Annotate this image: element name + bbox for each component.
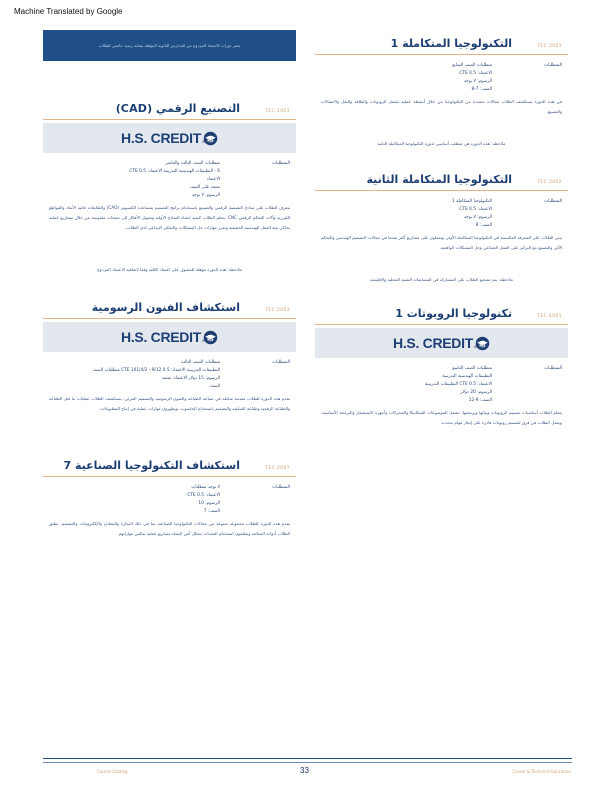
course-details bbox=[43, 153, 296, 199]
machine-translation-watermark: Machine Translated by Google bbox=[14, 7, 123, 16]
course-divider bbox=[43, 318, 296, 319]
detail-label: المتطلبات bbox=[544, 365, 562, 371]
banner-text: تعتبر دورات الاعتماد المزدوج من المدارس الثانوية المؤهلة بمثابة رصيد جامعي للطلاب bbox=[98, 43, 241, 48]
hs-credit-note: اعتماد bbox=[203, 331, 214, 336]
detail-row bbox=[49, 483, 290, 491]
detail-value: الصف bbox=[209, 383, 220, 389]
course-code: TEC 2003 bbox=[265, 308, 290, 313]
detail-value: لا توجد متطلبات bbox=[191, 484, 220, 490]
hs-credit-note: اختياري bbox=[201, 337, 214, 342]
detail-row bbox=[49, 191, 290, 199]
detail-row bbox=[49, 366, 290, 374]
detail-label: المتطلبات bbox=[544, 62, 562, 68]
course-code: TEC 3001 bbox=[537, 44, 562, 49]
detail-value: التطبيقات الهندسية التدريبية bbox=[442, 373, 492, 379]
course-code: TEC 3002 bbox=[537, 180, 562, 185]
course-details bbox=[315, 191, 568, 229]
course-details bbox=[43, 477, 296, 515]
detail-label: المتطلبات bbox=[272, 160, 290, 166]
detail-label: المتطلبات bbox=[272, 359, 290, 365]
course-description: تقدم هذه الدورة للطلاب مجموعة متنوعة من مجالات التكنولوجيا الصناعية بما في ذلك النجارة والمعادن والإلكترونيات والتصميم. يطبق الطلاب أدوات السلامة ويتعلمون استخدام المعدات بشكل آمن لإنشاء مشاريع عملية تعكس مهاراتهم. bbox=[49, 521, 290, 536]
hs-credit-box bbox=[315, 328, 568, 358]
detail-row bbox=[321, 213, 562, 221]
course-header bbox=[43, 454, 296, 476]
left-column bbox=[43, 30, 296, 551]
detail-row bbox=[49, 491, 290, 499]
course-block bbox=[43, 97, 296, 272]
course-title: تكنولوجيا الروبوتات 1 bbox=[395, 307, 512, 320]
course-description: يتعلم الطلاب أساسيات تصميم الروبوتات وبنائها وبرمجتها. تشمل الموضوعات الميكانيكا والمحركات وأجهزة الاستشعار والبرمجة الأساسية، ويعمل الطلاب في فرق لتصميم روبوتات قادرة على إنجاز مهام محددة. bbox=[321, 410, 562, 425]
course-header bbox=[43, 296, 296, 318]
detail-row bbox=[321, 364, 562, 372]
hs-credit-note: اعتماد bbox=[475, 337, 486, 342]
hs-credit-label: H.S. CREDIT bbox=[121, 130, 201, 146]
detail-row bbox=[321, 197, 562, 205]
course-title: التكنولوجيا المتكاملة الثانية bbox=[366, 173, 512, 186]
course-block bbox=[315, 32, 568, 146]
course-header bbox=[315, 32, 568, 54]
detail-value: الاعتماد: 0.5 CTE bbox=[459, 70, 492, 76]
detail-row bbox=[321, 388, 562, 396]
course-block bbox=[315, 168, 568, 282]
hs-credit-notes bbox=[202, 132, 214, 144]
detail-row bbox=[49, 507, 290, 515]
detail-row bbox=[321, 85, 562, 93]
detail-value: التطبيقات التدريبية الاعتماد: 0.5 CTE 101/4/2 - 9/12 متطلبات الصف bbox=[92, 367, 220, 373]
detail-value: الاعتماد: 0.5 CTE التطبيقات التدريبية bbox=[425, 381, 492, 387]
right-course-list bbox=[315, 32, 568, 450]
course-header bbox=[315, 302, 568, 324]
course-divider bbox=[315, 324, 568, 325]
hs-credit-box bbox=[43, 322, 296, 352]
course-details bbox=[315, 358, 568, 404]
detail-row bbox=[49, 183, 290, 191]
detail-value: الاعتماد: 0.5 CTE bbox=[459, 206, 492, 212]
detail-value: الاعتماد: 0.5 CTE bbox=[187, 492, 220, 498]
footer-rule bbox=[43, 758, 572, 759]
course-note: ملاحظة: هذه الدورة هي متطلب أساسي لدورة التكنولوجيا المتكاملة الثانية bbox=[377, 141, 506, 146]
detail-value: الصف: 8 bbox=[475, 222, 492, 228]
detail-value: متطلبات الصف السابع bbox=[452, 62, 492, 68]
hs-credit-note: اعتماد bbox=[203, 132, 214, 137]
detail-value: الرسوم: 10 bbox=[198, 500, 220, 506]
course-header bbox=[43, 97, 296, 119]
course-block bbox=[43, 454, 296, 551]
right-column bbox=[315, 30, 568, 450]
course-title: استكشاف التكنولوجيا الصناعية 7 bbox=[63, 459, 240, 472]
course-description: يتعرف الطلاب على مبادئ التصميم الرقمي والتصنيع باستخدام برامج التصميم بمساعدة الكمبيوتر (CAD) والطابعات ثلاثية الأبعاد والقواطع الليزرية وآلات التحكم الرقمي CNC. يتعلم الطلاب كيفية إنشاء النماذج الأولية وتحويل الأفكار إلى منتجات ملموسة من خلال مشاريع عملية تحاكي بيئة العمل الهندسية الحقيقية وتعزز مهارات حل المشكلات والتفكير الإبداعي لدى الطلاب. bbox=[49, 205, 291, 230]
course-title: التكنولوجيا المتكاملة 1 bbox=[390, 37, 512, 50]
course-title: التصنيع الرقمي (CAD) bbox=[115, 102, 240, 115]
detail-row bbox=[321, 69, 562, 77]
course-block bbox=[315, 302, 568, 450]
detail-label: المتطلبات bbox=[272, 484, 290, 490]
course-description: يبني الطلاب على المعرفة المكتسبة في التكنولوجيا المتكاملة الأولى ويعملون على مشاريع أكثر تقدما في مجالات التصميم الهندسي والتحكم الآلي والتصنيع مع التركيز على العمل الجماعي وحل المشكلات الواقعية. bbox=[321, 235, 562, 250]
detail-value: متطلبات الصف الثالث bbox=[180, 359, 220, 365]
detail-row bbox=[321, 77, 562, 85]
hs-credit-note: اختياري bbox=[201, 138, 214, 143]
detail-value: التكنولوجيا المتكاملة 1 bbox=[452, 198, 492, 204]
hs-credit-box bbox=[43, 123, 296, 153]
detail-value: الصف: 7 bbox=[203, 508, 220, 514]
detail-value: الرسوم: لا يوجد bbox=[191, 192, 220, 198]
detail-row bbox=[49, 175, 290, 183]
course-divider bbox=[43, 119, 296, 120]
detail-row bbox=[321, 380, 562, 388]
course-header bbox=[315, 168, 568, 190]
course-block bbox=[43, 296, 296, 430]
detail-row bbox=[49, 159, 290, 167]
detail-value: الرسوم: لا يوجد bbox=[463, 78, 492, 84]
detail-row bbox=[321, 205, 562, 213]
hs-credit-label: H.S. CREDIT bbox=[393, 335, 473, 351]
detail-value: متطلبات الصف الثالث والعاشر bbox=[165, 160, 220, 166]
detail-label: المتطلبات bbox=[544, 198, 562, 204]
footer-left-text: Course Catalog bbox=[97, 769, 128, 774]
course-code: TEC 2007 bbox=[265, 466, 290, 471]
detail-row bbox=[49, 358, 290, 366]
hs-credit-notes bbox=[474, 337, 486, 349]
hs-credit-label: H.S. CREDIT bbox=[121, 329, 201, 345]
detail-value: الصف: 9-12 bbox=[468, 397, 492, 403]
footer-rule-secondary bbox=[43, 762, 572, 763]
course-details bbox=[315, 55, 568, 93]
course-title: استكشاف الفنون الرسومية bbox=[91, 301, 240, 314]
detail-value: متطلبات الصف التاسع bbox=[452, 365, 492, 371]
detail-row bbox=[49, 374, 290, 382]
left-course-list bbox=[43, 97, 296, 551]
course-code: TEC 4001 bbox=[537, 314, 562, 319]
detail-value: تعتمد على الصف bbox=[189, 184, 220, 190]
detail-row bbox=[321, 396, 562, 404]
footer-right-text: Career & Technical Education bbox=[512, 769, 571, 774]
detail-value: الاعتماد bbox=[206, 176, 220, 182]
detail-value: الرسوم: لا يوجد bbox=[463, 214, 492, 220]
hs-credit-notes bbox=[202, 331, 214, 343]
detail-row bbox=[49, 382, 290, 390]
detail-row bbox=[321, 221, 562, 229]
course-description: في هذه الدورة يستكشف الطلاب مجالات متعددة من التكنولوجيا من خلال أنشطة عملية تشمل الروبوتات والطاقة والنقل والاتصالات والتصنيع. bbox=[321, 99, 562, 114]
detail-row bbox=[321, 372, 562, 380]
detail-value: الرسوم: 15 دولار الاعتماد: تعتمد bbox=[161, 375, 220, 381]
detail-value: 6 - التطبيقات الهندسية التدريبية الاعتماد: 0.5 CTE bbox=[129, 168, 220, 174]
course-details bbox=[43, 352, 296, 390]
detail-value: الصف: 7-8 bbox=[471, 86, 492, 92]
page-number: 33 bbox=[300, 766, 309, 775]
detail-value: الرسوم: 20 دولار bbox=[460, 389, 492, 395]
detail-row bbox=[321, 61, 562, 69]
course-note: ملاحظة: يتم تشجيع الطلاب على المشاركة في المسابقات التقنية المحلية والإقليمية bbox=[370, 277, 513, 282]
course-note: ملاحظة: هذه الدورة مؤهلة للحصول على اعتماد الكلية وفقا لاتفاقية الاعتماد المزدوج bbox=[96, 267, 242, 272]
dual-credit-banner bbox=[43, 30, 296, 61]
course-description: تقدم هذه الدورة للطلاب مقدمة شاملة في صناعة الطباعة والفنون الرسومية والتصميم المرئي. يستكشف الطلاب عمليات ما قبل الطباعة والطباعة الرقمية وطباعة الشاشة والتصميم باستخدام الحاسوب، ويطورون مهارات عملية في إنتاج المطبوعات. bbox=[49, 396, 290, 411]
detail-row bbox=[49, 499, 290, 507]
detail-row bbox=[49, 167, 290, 175]
hs-credit-note: اختياري bbox=[473, 343, 486, 348]
course-code: TEC 1001 bbox=[265, 109, 290, 114]
